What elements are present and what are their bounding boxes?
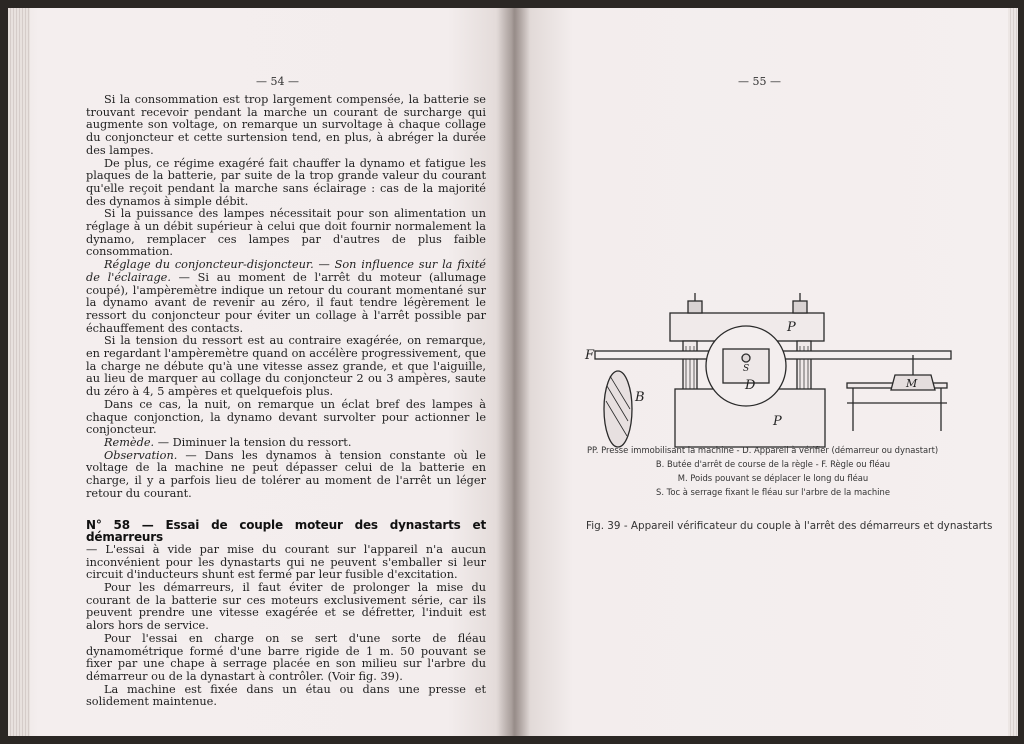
observation-text: — Dans les dynamos à tension constante où le voltage de la machine ne peut dépasser celui de la batterie en charge, il y a parfois lieu de tolérer au moment de l'arrêt un léger retour du courant. [86,448,486,500]
stop-block [604,371,632,447]
book-spread [8,8,1018,736]
paragraph: Si la tension du ressort est au contraire exagérée, on remarque, en regardant l'ampèremètre quand on accélère progressivement, que la charge ne débute qu'à une vitesse assez grande, et que l'aiguille, au lieu de marquer au collage du conjoncteur 2 ou 3 ampères, saute du zéro à 4, 5 ampères et quelquefois plus. [86,334,486,399]
reglage-text: — Si au moment de l'arrêt du moteur (allumage coupé), l'ampèremètre indique un retour du courant momentané sur la dynamo avant de revenir au zéro, il faut tendre légèrement le ressort du conjoncteur pour éviter un collage à l'arrêt possible par échauffement des contacts. [86,270,486,335]
figure-title: Fig. 39 - Appareil vérificateur du couple à l'arrêt des démarreurs et dynastarts [586,520,993,532]
paragraph: Pour les démarreurs, il faut éviter de prolonger la mise du courant de la batterie sur ces moteurs exclusivement série, car ils peuvent prendre une vitesse exagérée et se défretter, l'induit est alors hors de service. [86,581,486,633]
reglage-heading: Réglage du conjoncteur-disjoncteur. — Son influence sur la fixité de l'éclairage. [86,258,486,284]
legend-line: M. Poids pouvant se déplacer le long du fléau [677,473,869,483]
page-number-right: — 55 — [738,75,781,88]
observation-label: Observation. [104,448,178,462]
press-bolt [688,301,702,313]
page-edges [8,8,30,736]
paragraph: Dans ce cas, la nuit, on remarque un éclat bref des lampes à chaque conjonction, la dynamo devant survolter pour actionner le conjoncteur. [86,397,486,437]
label-d: D [745,378,756,393]
remede-text: — Diminuer la tension du ressort. [154,435,352,449]
observation-paragraph [86,450,486,501]
label-p-top: P [787,320,796,335]
section-title: N° 58 — Essai de couple moteur des dynastarts et démarreurs [86,517,486,545]
page-edges-right [1008,8,1018,736]
legend-line: PP. Presse immobilisant la machine - D. Appareil à vérifier (démarreur ou dynastart) [587,445,939,455]
paragraph: Si la consommation est trop largement compensée, la batterie se trouvant recevoir pendant la marche un courant de surcharge qui augmente son voltage, on remarque un survoltage à chaque collage du conjoncteur et cette surtension tend, en plus, à abréger la durée des lampes. [86,93,486,157]
label-b: B [635,390,645,405]
press-bolt [793,301,807,313]
right-page [513,8,1018,736]
machine-shaft [742,354,750,362]
figure-legend [583,443,963,499]
reglage-paragraph [86,259,486,335]
remede-label: Remède. [104,435,155,449]
label-f: F [585,348,595,363]
book-gutter [496,8,530,736]
label-p-bottom: P [773,414,782,429]
legend-line: S. Toc à serrage fixant le fléau sur l'arbre de la machine [656,487,890,497]
paragraph: La machine est fixée dans un étau ou dans une presse et solidement maintenue. [86,682,486,709]
left-text-column [86,94,486,709]
left-page [8,8,513,736]
paragraph: De plus, ce régime exagéré fait chauffer la dynamo et fatigue les plaques de la batterie, par suite de la trop grande valeur du courant qu'elle reçoit pendant la marche sans éclairage : cas de la majorité des dynamos à simple débit. [86,156,486,208]
legend-line: B. Butée d'arrêt de course de la règle - F. Règle ou fléau [655,459,891,469]
label-m: M [906,377,918,390]
torque-tester-illustration [583,291,963,451]
page-number-left: — 54 — [256,75,299,88]
paragraph: Pour l'essai en charge on se sert d'une sorte de fléau dynamométrique formé d'une barre rigide de 1 m. 50 pouvant se fixer par une chape à serrage placée en son milieu sur l'arbre du démarreur ou de la dynastart à contrôler. (Voir fig. 39). [86,631,486,683]
label-s: S [743,364,750,374]
paragraph: Si la puissance des lampes nécessitait pour son alimentation un réglage à un débit supérieur à celui que doit fournir normalement la dynamo, remplacer ces lampes par d'autres de plus faible consommation. [86,207,486,259]
paragraph: — L'essai à vide par mise du courant sur l'appareil n'a aucun inconvénient pour les dynastarts qui ne peuvent s'emballer si leur circuit d'inducteurs shunt est fermé par leur fusible d'excitation. [86,542,486,582]
